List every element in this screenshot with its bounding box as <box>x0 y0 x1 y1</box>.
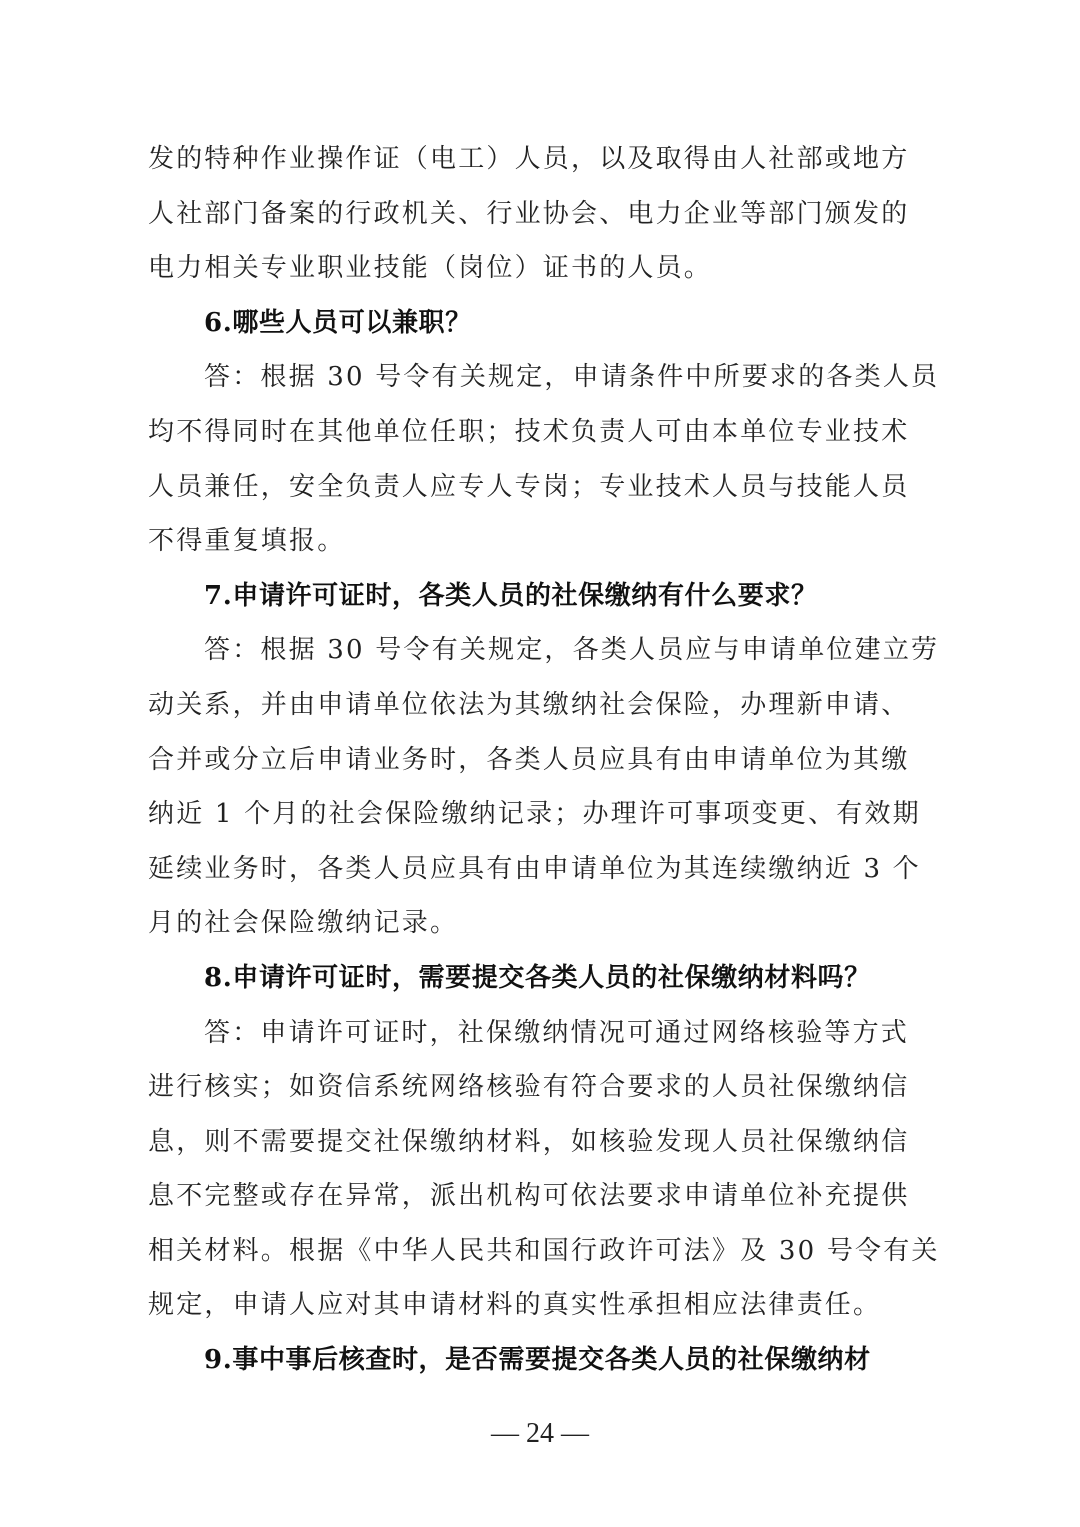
answer-line: 答：根据 30 号令有关规定，各类人员应与申请单位建立劳 <box>204 635 940 666</box>
body-line: 息，则不需要提交社保缴纳材料，如核验发现人员社保缴纳信 <box>148 1126 910 1157</box>
page-number: — 24 — <box>491 1418 589 1449</box>
body-line: 延续业务时，各类人员应具有由申请单位为其连续缴纳近 3 个 <box>148 853 921 884</box>
body-line: 规定，申请人应对其申请材料的真实性承担相应法律责任。 <box>148 1290 882 1321</box>
body-line: 月的社会保险缴纳记录。 <box>148 908 459 939</box>
question-heading-9: 9.事中事后核查时，是否需要提交各类人员的社保缴纳材 <box>204 1345 871 1376</box>
body-line: 不得重复填报。 <box>148 526 346 557</box>
body-line: 动关系，并由申请单位依法为其缴纳社会保险，办理新申请、 <box>148 689 910 720</box>
body-line: 纳近 1 个月的社会保险缴纳记录；办理许可事项变更、有效期 <box>148 799 921 830</box>
body-line: 息不完整或存在异常，派出机构可依法要求申请单位补充提供 <box>148 1181 910 1212</box>
body-line: 发的特种作业操作证（电工）人员，以及取得由人社部或地方 <box>148 144 910 174</box>
answer-line: 答：申请许可证时，社保缴纳情况可通过网络核验等方式 <box>204 1017 910 1048</box>
body-line: 相关材料。根据《中华人民共和国行政许可法》及 30 号令有关 <box>148 1235 940 1266</box>
body-line: 均不得同时在其他单位任职；技术负责人可由本单位专业技术 <box>148 416 910 447</box>
body-line: 合并或分立后申请业务时，各类人员应具有由申请单位为其缴 <box>148 744 910 775</box>
body-line: 电力相关专业职业技能（岗位）证书的人员。 <box>148 253 713 284</box>
question-heading-6: 6.哪些人员可以兼职？ <box>204 307 472 338</box>
question-heading-8: 8.申请许可证时，需要提交各类人员的社保缴纳材料吗？ <box>204 962 871 993</box>
answer-line: 答：根据 30 号令有关规定，申请条件中所要求的各类人员 <box>204 362 940 393</box>
document-page <box>148 132 940 1388</box>
body-line: 人员兼任，安全负责人应专人专岗；专业技术人员与技能人员 <box>148 471 910 502</box>
body-line: 人社部门备案的行政机关、行业协会、电力企业等部门颁发的 <box>148 198 910 229</box>
body-line: 进行核实；如资信系统网络核验有符合要求的人员社保缴纳信 <box>148 1072 910 1103</box>
question-heading-7: 7.申请许可证时，各类人员的社保缴纳有什么要求？ <box>204 580 818 611</box>
